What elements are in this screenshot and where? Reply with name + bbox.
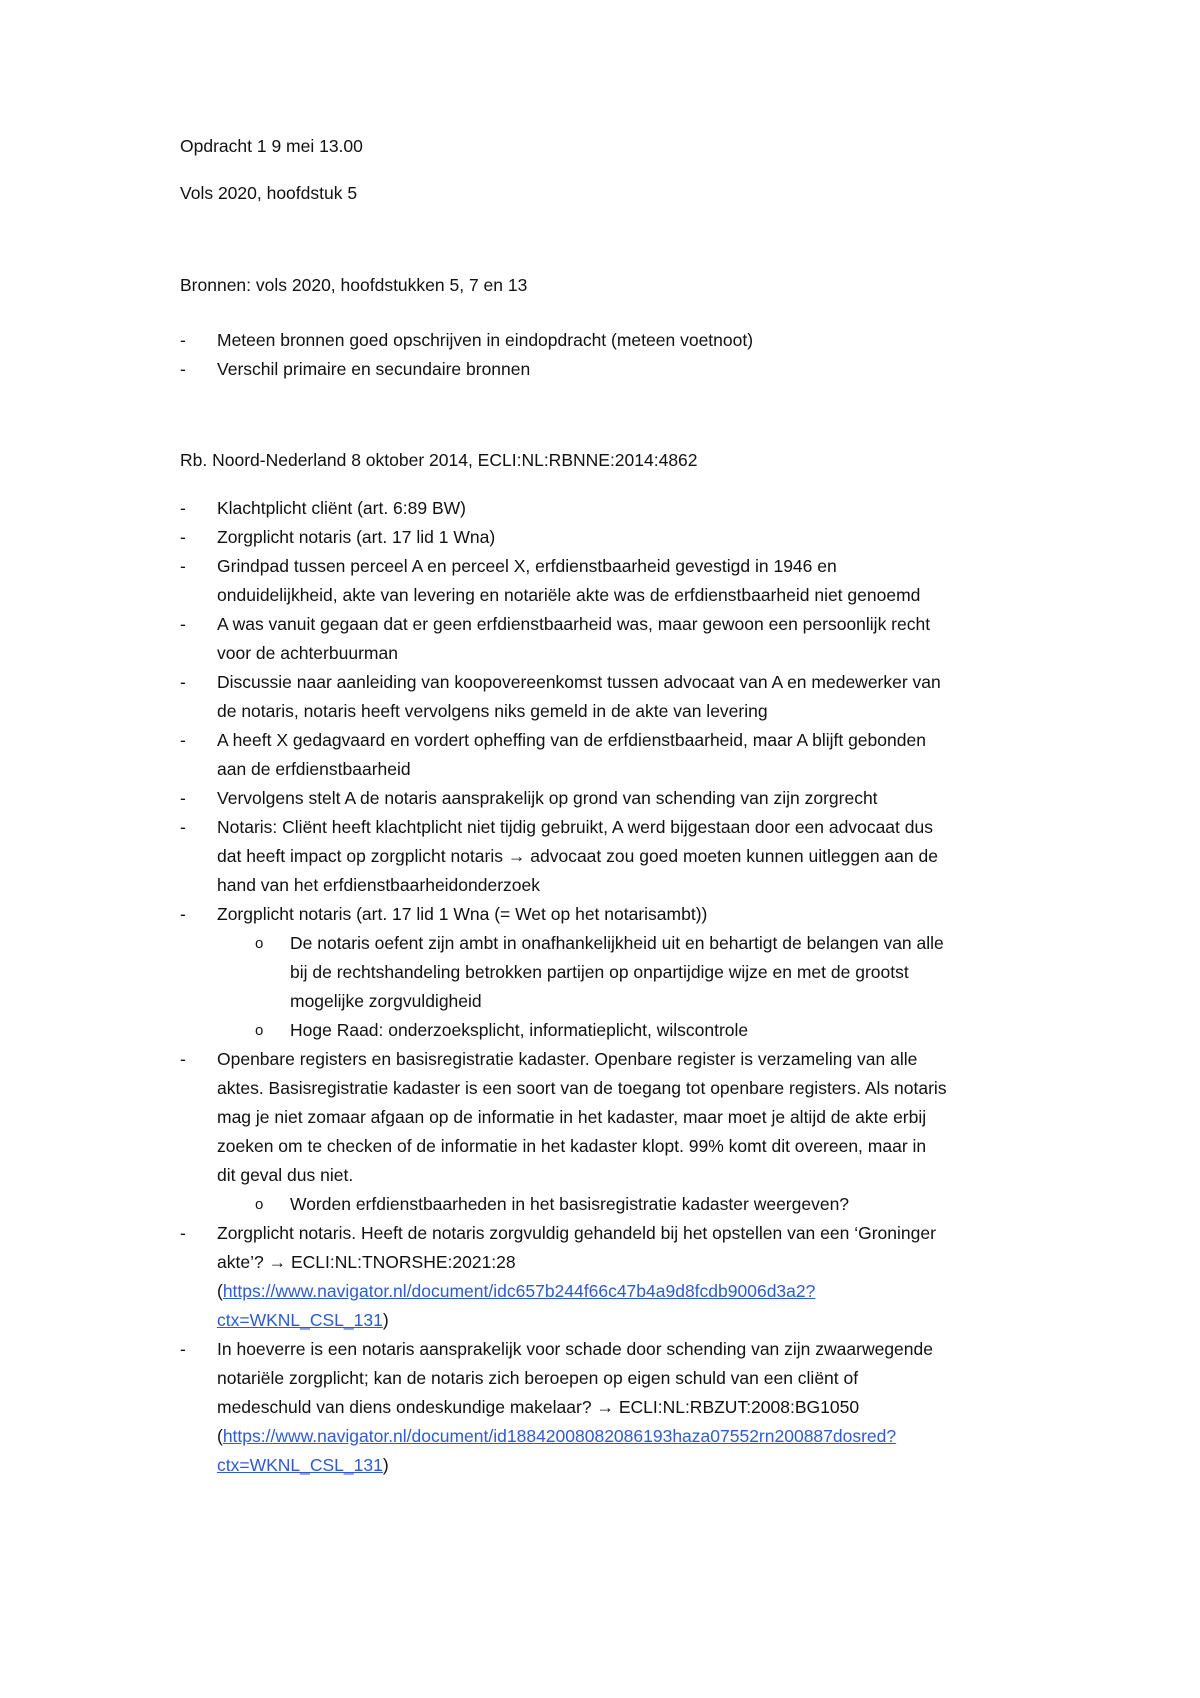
bullet-dash: - bbox=[180, 672, 186, 692]
case-item-line: onduidelijkheid, akte van levering en notariële akte was de erfdienstbaarheid niet genoemd bbox=[217, 585, 921, 605]
text-span: advocaat zou goed moeten kunnen uitleggen aan de bbox=[530, 846, 938, 866]
arrow-right-icon: → bbox=[596, 1397, 614, 1417]
case-item-line: zoeken om te checken of de informatie in het kadaster klopt. 99% komt dit overeen, maar in bbox=[217, 1136, 927, 1156]
case-item-line: Grindpad tussen perceel A en perceel X, erfdienstbaarheid gevestigd in 1946 en bbox=[217, 556, 837, 576]
case-item-line: Klachtplicht cliënt (art. 6:89 BW) bbox=[217, 498, 466, 518]
heading-line-2: Vols 2020, hoofdstuk 5 bbox=[180, 183, 358, 203]
navigator-link-1[interactable]: https://www.navigator.nl/document/idc657b244f66c47b4a9d8fcdb9006d3a2? bbox=[222, 1281, 816, 1301]
case-item-line: dit geval dus niet. bbox=[217, 1165, 354, 1185]
case-item-line: aktes. Basisregistratie kadaster is een soort van de toegang tot openbare registers. Als notaris bbox=[217, 1078, 947, 1098]
bullet-dash: - bbox=[180, 1223, 186, 1243]
bullet-dash: - bbox=[180, 817, 186, 837]
case-item-line: hand van het erfdienstbaarheidonderzoek bbox=[217, 875, 541, 895]
sources-item: Verschil primaire en secundaire bronnen bbox=[217, 359, 531, 379]
arrow-right-icon: → bbox=[268, 1252, 287, 1272]
text-span: ECLI:NL:RBZUT:2008:BG1050 bbox=[618, 1397, 860, 1417]
bullet-dash: - bbox=[180, 1049, 186, 1069]
navigator-link-2[interactable]: https://www.navigator.nl/document/id188420080820861​93haza07552rn200887dosred? bbox=[222, 1426, 897, 1446]
bullet-dash: - bbox=[180, 1339, 186, 1359]
sources-label: Bronnen: vols 2020, hoofdstukken 5, 7 en 13 bbox=[180, 275, 528, 295]
case-item-line bbox=[217, 842, 938, 871]
text-span: akte’? bbox=[217, 1252, 264, 1272]
sub-bullet-circle: o bbox=[255, 935, 264, 952]
text-span: medeschuld van diens ondeskundige makelaar? bbox=[217, 1397, 592, 1417]
bullet-dash: - bbox=[180, 330, 186, 350]
heading-line-1: Opdracht 1 9 mei 13.00 bbox=[180, 136, 363, 156]
case-item-line: voor de achterbuurman bbox=[217, 643, 398, 663]
paren: ) bbox=[382, 1310, 389, 1330]
case-item-line: A heeft X gedagvaard en vordert opheffing van de erfdienstbaarheid, maar A blijft gebonden bbox=[217, 730, 926, 750]
sub-bullet-circle: o bbox=[255, 1022, 264, 1039]
bullet-dash: - bbox=[180, 904, 186, 924]
case-item-line: aan de erfdienstbaarheid bbox=[217, 759, 411, 779]
case-item-line: In hoeverre is een notaris aansprakelijk voor schade door schending van zijn zwaarwegende bbox=[217, 1339, 933, 1359]
bullet-dash: - bbox=[180, 788, 186, 808]
sub-item-line: De notaris oefent zijn ambt in onafhankelijkheid uit en behartigt de belangen van alle bbox=[290, 933, 944, 953]
sub-item-line: mogelijke zorgvuldigheid bbox=[290, 991, 482, 1011]
case-item-line bbox=[217, 1248, 516, 1277]
case-item-line: mag je niet zomaar afgaan op de informatie in het kadaster, maar moet je altijd de akte erbij bbox=[217, 1107, 927, 1127]
case-item-line: Zorgplicht notaris (art. 17 lid 1 Wna (= Wet op het notarisambt)) bbox=[217, 904, 708, 924]
case-title: Rb. Noord-Nederland 8 oktober 2014, ECLI:NL:RBNNE:2014:4862 bbox=[180, 450, 698, 470]
bullet-dash: - bbox=[180, 498, 186, 518]
case-item-line: notariële zorgplicht; kan de notaris zich beroepen op eigen schuld van een cliënt of bbox=[217, 1368, 859, 1388]
arrow-right-icon: → bbox=[507, 846, 526, 866]
sub-item-line: Worden erfdienstbaarheden in het basisregistratie kadaster weergeven? bbox=[290, 1194, 850, 1214]
navigator-link-1-cont[interactable]: ctx=WKNL_CSL_131 bbox=[217, 1310, 383, 1330]
case-item-line bbox=[217, 1451, 389, 1480]
case-item-line bbox=[217, 1277, 815, 1306]
bullet-dash: - bbox=[180, 359, 186, 379]
case-item-line bbox=[217, 1393, 859, 1422]
case-item-line bbox=[217, 1306, 389, 1335]
case-item-line: Discussie naar aanleiding van koopovereenkomst tussen advocaat van A en medewerker van bbox=[217, 672, 941, 692]
case-item-line: Vervolgens stelt A de notaris aansprakelijk op grond van schending van zijn zorgrecht bbox=[217, 788, 878, 808]
sub-bullet-circle: o bbox=[255, 1196, 264, 1213]
sub-item-line: Hoge Raad: onderzoeksplicht, informatieplicht, wilscontrole bbox=[290, 1020, 749, 1040]
sources-item: Meteen bronnen goed opschrijven in eindopdracht (meteen voetnoot) bbox=[217, 330, 754, 350]
sub-item-line: bij de rechtshandeling betrokken partijen op onpartijdige wijze en met de grootst bbox=[290, 962, 909, 982]
case-item-line: A was vanuit gegaan dat er geen erfdienstbaarheid was, maar gewoon een persoonlijk recht bbox=[217, 614, 931, 634]
bullet-dash: - bbox=[180, 614, 186, 634]
navigator-link-2-cont[interactable]: ctx=WKNL_CSL_131 bbox=[217, 1455, 383, 1475]
paren: ( bbox=[217, 1426, 223, 1446]
case-item-line: Zorgplicht notaris. Heeft de notaris zorgvuldig gehandeld bij het opstellen van een ‘Groninger bbox=[217, 1223, 936, 1243]
text-span: dat heeft impact op zorgplicht notaris bbox=[217, 846, 503, 866]
bullet-dash: - bbox=[180, 527, 186, 547]
case-item-line: de notaris, notaris heeft vervolgens niks gemeld in de akte van levering bbox=[217, 701, 768, 721]
bullet-dash: - bbox=[180, 556, 186, 576]
case-item-line: Notaris: Cliënt heeft klachtplicht niet tijdig gebruikt, A werd bijgestaan door een advocaat dus bbox=[217, 817, 933, 837]
case-item-line: Openbare registers en basisregistratie kadaster. Openbare register is verzameling van alle bbox=[217, 1049, 918, 1069]
paren: ( bbox=[217, 1281, 223, 1301]
case-item-line: Zorgplicht notaris (art. 17 lid 1 Wna) bbox=[217, 527, 496, 547]
case-item-line bbox=[217, 1422, 896, 1451]
bullet-dash: - bbox=[180, 730, 186, 750]
text-span: ECLI:NL:TNORSHE:2021:28 bbox=[290, 1252, 516, 1272]
paren: ) bbox=[382, 1455, 389, 1475]
